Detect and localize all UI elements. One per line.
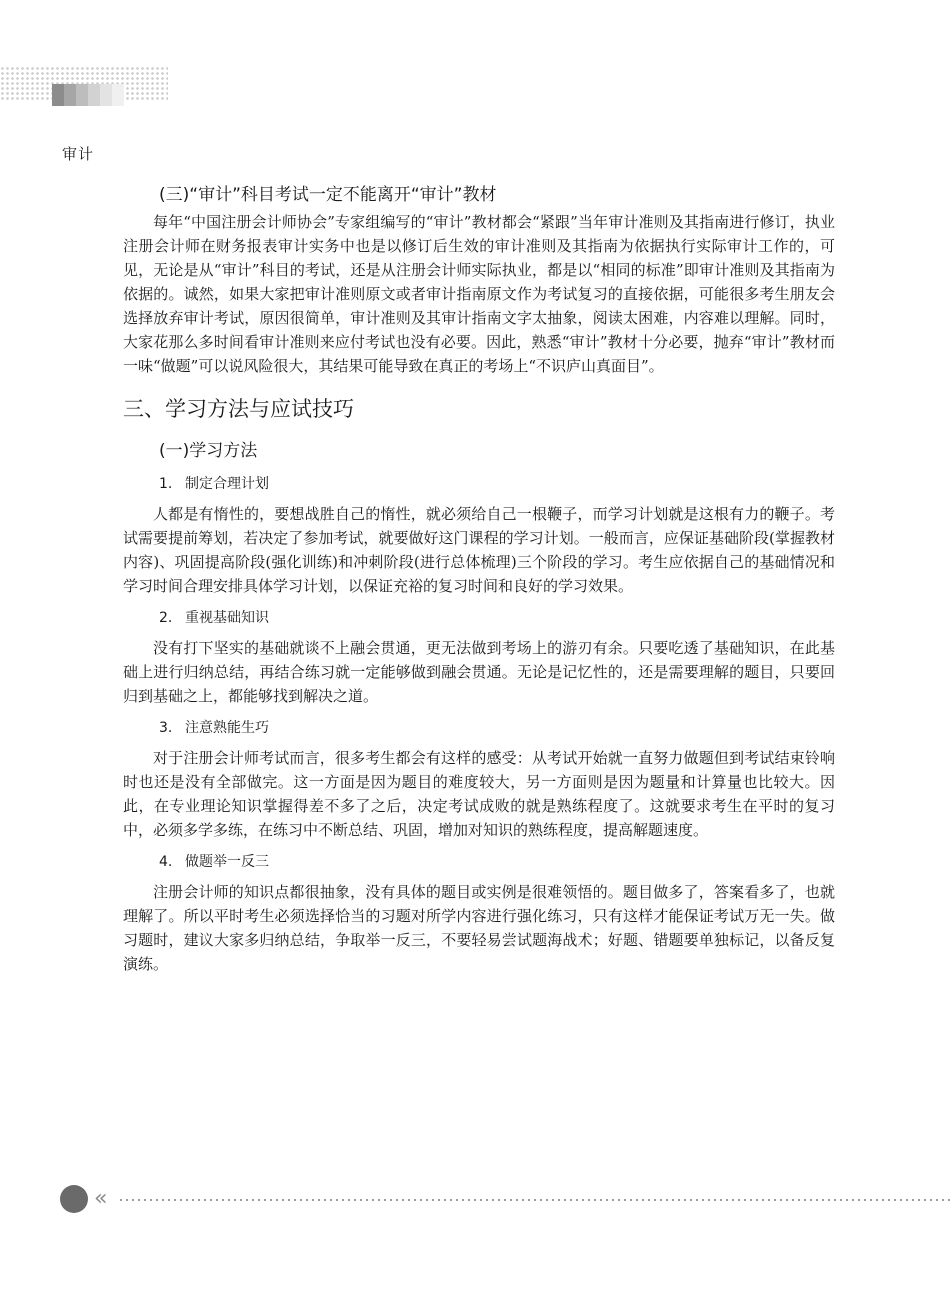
item-heading xyxy=(159,470,835,498)
header-block xyxy=(52,84,64,106)
item-paragraph: 没有打下坚实的基础就谈不上融会贯通，更无法做到考场上的游刃有余。只要吃透了基础知识，在此基础上进行归纳总结，再结合练习就一定能够做到融会贯通。无论是记忆性的，还是需要理解的题目，只要回归到基础之上，都能够找到解决之道。 xyxy=(123,639,835,705)
item-title: 做题举一反三 xyxy=(185,854,269,870)
subsection-heading: (一)学习方法 xyxy=(159,441,258,461)
footer-circle xyxy=(60,1185,88,1213)
section-paragraph: 每年“中国注册会计师协会”专家组编写的“审计”教材都会“紧跟”当年审计准则及其指南进行修订，执业注册会计师在财务报表审计实务中也是以修订后生效的审计准则及其指南为依据执行实际审计工作的，可见，无论是从“审计”科目的考试，还是从注册会计师实际执业，都是以“相同的标准”即审计准则及其指南为依据的。诚然，如果大家把审计准则原文或者审计指南原文作为考试复习的直接依据，可能很多考生朋友会选择放弃审计考试，原因很简单，审计准则及其审计指南文字太抽象，阅读太困难，内容难以理解。同时，大家花那么多时间看审计准则来应付考试也没有必要。因此，熟悉“审计”教材十分必要，抛弃“审计”教材而一味“做题”可以说风险很大，其结果可能导致在真正的考场上“不识庐山真面目”。 xyxy=(123,213,835,375)
item-title: 制定合理计划 xyxy=(185,476,269,492)
item-paragraph: 人都是有惰性的，要想战胜自己的惰性，就必须给自己一根鞭子，而学习计划就是这根有力的鞭子。考试需要提前筹划，若决定了参加考试，就要做好这门课程的学习计划。一般而言，应保证基础阶段(掌握教材内容)、巩固提高阶段(强化训练)和冲刺阶段(进行总体梳理)三个阶段的学习。考生应依据自己的基础情况和学习时间合理安排具体学习计划，以保证充裕的复习时间和良好的学习效果。 xyxy=(123,505,835,595)
item-title: 注意熟能生巧 xyxy=(185,720,269,736)
header-block xyxy=(76,84,88,106)
header-block xyxy=(64,84,76,106)
chapter-heading: 三、学习方法与应试技巧 xyxy=(123,397,354,421)
header-gradient-blocks xyxy=(52,84,124,106)
header-block xyxy=(88,84,100,106)
item-number: 2. xyxy=(159,610,173,626)
running-head: 审计 xyxy=(62,145,95,163)
item-heading xyxy=(159,714,835,742)
item-paragraph: 对于注册会计师考试而言，很多考生都会有这样的感受：从考试开始就一直努力做题但到考试结束铃响时也还是没有全部做完。这一方面是因为题目的难度较大，另一方面则是因为题量和计算量也比较大。因此，在专业理论知识掌握得差不多了之后，决定考试成败的就是熟练程度了。这就要求考生在平时的复习中，必须多学多练，在练习中不断总结、巩固，增加对知识的熟练程度，提高解题速度。 xyxy=(123,749,835,839)
section-heading: (三)“审计”科目考试一定不能离开“审计”教材 xyxy=(159,185,497,205)
double-chevron-left-icon: « xyxy=(94,1186,104,1211)
header-block xyxy=(112,84,124,106)
page-content xyxy=(123,180,835,982)
item-title: 重视基础知识 xyxy=(185,610,269,626)
item-number: 3. xyxy=(159,720,173,736)
item-heading xyxy=(159,848,835,876)
item-number: 1. xyxy=(159,476,173,492)
footer-dotted-line xyxy=(118,1199,950,1201)
item-paragraph: 注册会计师的知识点都很抽象，没有具体的题目或实例是很难领悟的。题目做多了，答案看多了，也就理解了。所以平时考生必须选择恰当的习题对所学内容进行强化练习，只有这样才能保证考试万无一失。做习题时，建议大家多归纳总结，争取举一反三，不要轻易尝试题海战术；好题、错题要单独标记，以备反复演练。 xyxy=(123,883,835,973)
header-block xyxy=(100,84,112,106)
item-heading xyxy=(159,604,835,632)
item-number: 4. xyxy=(159,854,173,870)
